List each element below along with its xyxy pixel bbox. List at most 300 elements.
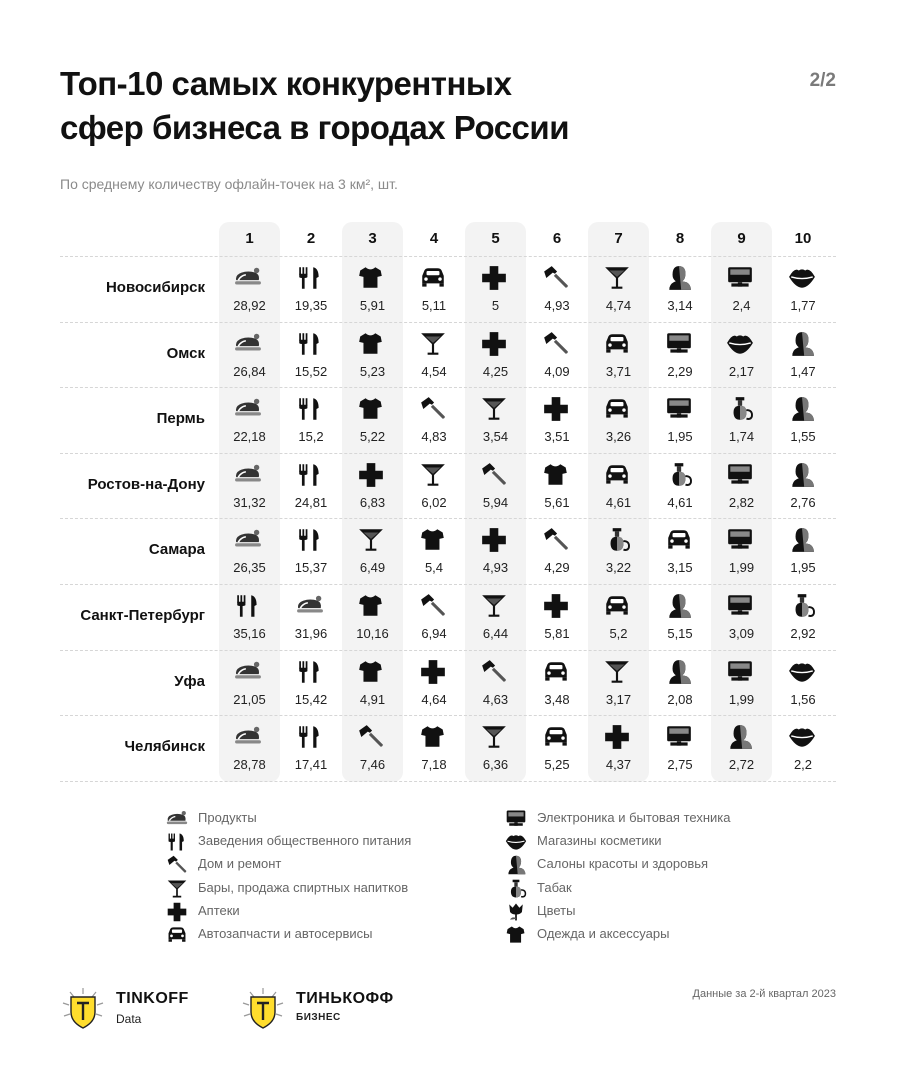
cell-icon xyxy=(357,526,385,559)
cell-icon xyxy=(788,264,816,297)
table-cell xyxy=(404,715,465,781)
cell-value: 6,02 xyxy=(421,494,447,510)
cell-value: 3,54 xyxy=(482,429,509,445)
table-cell xyxy=(650,387,711,453)
table-cell xyxy=(404,322,465,388)
cell-value: 2,08 xyxy=(667,691,693,707)
cell-value: 5,25 xyxy=(544,757,570,773)
table-cell xyxy=(404,256,465,322)
cell-icon xyxy=(726,264,754,297)
food-icon xyxy=(234,330,262,358)
auto-icon xyxy=(542,658,570,686)
table-cell xyxy=(404,453,465,519)
legend-label: Электроника и бытовая техника xyxy=(537,810,731,825)
home-icon xyxy=(542,330,570,358)
legend-label: Салоны красоты и здоровья xyxy=(537,856,709,872)
pharmacy-icon xyxy=(603,723,631,751)
legend-label: Автозапчасти и автосервисы xyxy=(198,926,373,941)
food-icon xyxy=(234,395,262,423)
clothes-icon xyxy=(357,658,385,686)
catering-icon xyxy=(296,264,324,292)
table-cell xyxy=(650,322,711,388)
bar-icon xyxy=(603,264,631,292)
column-rank-3: 3 xyxy=(368,230,377,247)
table-cell xyxy=(773,453,834,519)
cell-value: 2,92 xyxy=(790,626,816,641)
cell-icon xyxy=(480,264,508,297)
cell-icon xyxy=(296,723,324,756)
cell-icon xyxy=(357,592,385,625)
bar-icon xyxy=(480,395,508,423)
table-cell xyxy=(281,518,342,584)
cell-value: 2,4 xyxy=(732,298,751,313)
table-cell xyxy=(711,715,772,781)
cell-value: 15,52 xyxy=(294,363,328,379)
cosmetics-icon xyxy=(788,658,816,686)
table-cell xyxy=(527,650,588,716)
pharmacy-icon xyxy=(542,592,570,620)
ranking-table xyxy=(60,222,836,782)
page-subtitle: По среднему количеству офлайн-точек на 3 км², шт. xyxy=(60,176,398,192)
table-cell xyxy=(219,584,280,650)
catering-icon xyxy=(296,330,324,358)
food-icon xyxy=(234,658,262,686)
catering-icon xyxy=(166,831,188,853)
page-title xyxy=(60,62,760,150)
cell-value: 2,72 xyxy=(728,757,755,773)
table-cell xyxy=(527,256,588,322)
cell-value: 4,09 xyxy=(544,363,570,379)
city-label: Челябинск xyxy=(124,738,205,756)
beauty-icon xyxy=(665,264,693,292)
cell-icon xyxy=(665,395,693,428)
cell-icon xyxy=(665,526,693,559)
cell-icon xyxy=(788,723,816,756)
auto-icon xyxy=(603,461,631,489)
cell-value: 5,91 xyxy=(359,298,386,313)
cell-icon xyxy=(480,395,508,428)
tobacco-icon xyxy=(726,395,754,423)
cell-icon xyxy=(665,330,693,363)
cell-icon xyxy=(665,264,693,297)
table-cell xyxy=(404,650,465,716)
table-cell xyxy=(588,650,649,716)
table-cell xyxy=(342,715,403,781)
logo-sub: Data xyxy=(116,1012,142,1026)
cell-icon xyxy=(234,526,262,559)
cell-icon xyxy=(296,395,324,428)
pharmacy-icon xyxy=(166,901,188,923)
table-cell xyxy=(588,322,649,388)
clothes-icon xyxy=(357,592,385,620)
food-icon xyxy=(234,526,262,554)
home-icon xyxy=(480,658,508,686)
cell-value: 4,61 xyxy=(605,494,632,510)
table-cell xyxy=(281,453,342,519)
legend-label: Одежда и аксессуары xyxy=(537,926,670,941)
auto-icon xyxy=(542,723,570,751)
city-label: Омск xyxy=(166,344,205,362)
table-cell xyxy=(219,453,280,519)
cosmetics-icon xyxy=(788,723,816,751)
table-cell xyxy=(465,715,526,781)
cell-value: 5,23 xyxy=(359,363,386,379)
cell-value: 5,2 xyxy=(609,626,628,641)
cell-value: 35,16 xyxy=(233,626,266,641)
column-rank-5: 5 xyxy=(491,230,500,247)
logo-sub: БИЗНЕС xyxy=(296,1012,341,1023)
cell-icon xyxy=(357,461,385,494)
table-cell xyxy=(711,518,772,584)
cell-icon xyxy=(603,658,631,691)
cell-value: 1,95 xyxy=(667,429,693,445)
logo-name: TINKOFF xyxy=(116,990,189,1007)
table-cell xyxy=(342,256,403,322)
catering-icon xyxy=(296,526,324,554)
bar-icon xyxy=(480,723,508,751)
legend-label: Бары, продажа спиртных напитков xyxy=(198,879,409,895)
table-cell xyxy=(527,453,588,519)
cell-icon xyxy=(234,658,262,691)
electronics-icon xyxy=(505,808,527,830)
cell-icon xyxy=(234,330,262,363)
table-cell xyxy=(219,518,280,584)
cell-icon xyxy=(726,461,754,494)
cell-value: 1,55 xyxy=(790,429,816,445)
tobacco-icon xyxy=(505,878,527,900)
table-cell xyxy=(588,453,649,519)
bar-icon xyxy=(166,878,188,900)
table-cell xyxy=(588,584,649,650)
cell-icon xyxy=(542,461,570,494)
tinkoff-shield-icon xyxy=(60,986,106,1035)
bar-icon xyxy=(480,592,508,620)
cell-icon xyxy=(357,723,385,756)
city-label: Санкт-Петербург xyxy=(80,607,205,624)
pharmacy-icon xyxy=(357,461,385,489)
table-cell xyxy=(281,715,342,781)
table-cell xyxy=(527,584,588,650)
cell-icon xyxy=(788,461,816,494)
table-cell xyxy=(527,715,588,781)
cell-icon xyxy=(542,264,570,297)
cell-value: 5,81 xyxy=(544,626,570,641)
column-rank-10: 10 xyxy=(794,230,812,247)
cell-icon xyxy=(542,723,570,756)
electronics-icon xyxy=(726,592,754,620)
cell-value: 7,18 xyxy=(421,757,447,773)
beauty-icon xyxy=(665,658,693,686)
cell-value: 6,83 xyxy=(359,494,386,510)
cell-icon xyxy=(726,592,754,625)
cell-icon xyxy=(357,658,385,691)
cell-icon xyxy=(480,526,508,559)
cell-icon xyxy=(603,395,631,428)
table-cell xyxy=(711,387,772,453)
column-rank-1: 1 xyxy=(245,230,254,247)
legend-label: Табак xyxy=(537,879,572,895)
table-cell xyxy=(465,256,526,322)
table-cell xyxy=(588,518,649,584)
cell-value: 2,76 xyxy=(790,494,816,510)
cell-icon xyxy=(603,723,631,756)
home-icon xyxy=(419,592,447,620)
table-cell xyxy=(527,387,588,453)
cell-value: 4,64 xyxy=(421,691,447,707)
flowers-icon xyxy=(505,901,527,923)
table-cell xyxy=(773,256,834,322)
cell-icon xyxy=(234,461,262,494)
cell-icon xyxy=(603,461,631,494)
city-label: Пермь xyxy=(156,410,205,428)
catering-icon xyxy=(296,658,324,686)
cell-value: 31,96 xyxy=(294,626,328,641)
legend-label: Цветы xyxy=(537,902,576,918)
table-cell xyxy=(650,453,711,519)
cell-value: 3,09 xyxy=(728,626,755,641)
cell-value: 22,18 xyxy=(233,429,266,445)
table-cell xyxy=(465,322,526,388)
cell-value: 10,16 xyxy=(356,626,389,641)
legend-label: Магазины косметики xyxy=(537,833,662,849)
tinkoff-shield-icon xyxy=(240,986,286,1035)
table-cell xyxy=(465,453,526,519)
table-cell xyxy=(527,518,588,584)
cell-icon xyxy=(419,461,447,494)
home-icon xyxy=(419,395,447,423)
row-separator xyxy=(60,781,836,782)
cell-value: 4,74 xyxy=(605,298,632,313)
cell-icon xyxy=(419,526,447,559)
table-cell xyxy=(342,453,403,519)
city-label: Уфа xyxy=(174,672,205,690)
cell-icon xyxy=(665,461,693,494)
cell-icon xyxy=(480,658,508,691)
table-cell xyxy=(773,584,834,650)
table-cell xyxy=(342,518,403,584)
table-cell xyxy=(342,322,403,388)
table-cell xyxy=(773,518,834,584)
table-cell xyxy=(711,584,772,650)
table-cell xyxy=(404,518,465,584)
cell-icon xyxy=(234,395,262,428)
cell-value: 5,4 xyxy=(424,560,444,576)
bar-icon xyxy=(603,658,631,686)
cell-icon xyxy=(357,264,385,297)
column-rank-8: 8 xyxy=(675,230,685,247)
table-cell xyxy=(281,650,342,716)
cell-value: 6,49 xyxy=(359,560,386,576)
cell-value: 6,44 xyxy=(482,626,509,641)
table-cell xyxy=(588,387,649,453)
column-rank-7: 7 xyxy=(614,230,623,247)
table-cell xyxy=(773,650,834,716)
cell-icon xyxy=(234,592,262,625)
cell-icon xyxy=(788,658,816,691)
clothes-icon xyxy=(357,330,385,358)
cell-value: 15,42 xyxy=(294,691,328,707)
cell-value: 17,41 xyxy=(294,757,328,773)
cell-value: 1,95 xyxy=(790,560,816,576)
cell-value: 6,36 xyxy=(482,757,509,773)
cell-value: 5,11 xyxy=(421,298,447,313)
beauty-icon xyxy=(788,526,816,554)
legend-label: Дом и ремонт xyxy=(198,856,282,872)
table-cell xyxy=(650,650,711,716)
table-cell xyxy=(773,322,834,388)
auto-icon xyxy=(603,395,631,423)
auto-icon xyxy=(603,592,631,620)
cell-icon xyxy=(665,658,693,691)
cell-value: 1,99 xyxy=(728,560,755,576)
home-icon xyxy=(166,854,188,876)
cell-value: 28,92 xyxy=(233,298,266,313)
legend-icon xyxy=(505,924,527,951)
column-rank-9: 9 xyxy=(737,230,746,247)
home-icon xyxy=(480,461,508,489)
catering-icon xyxy=(296,723,324,751)
cell-value: 2,2 xyxy=(793,757,813,773)
food-icon xyxy=(166,808,188,830)
cell-value: 15,2 xyxy=(298,429,324,445)
electronics-icon xyxy=(665,723,693,751)
tobacco-icon xyxy=(788,592,816,620)
tobacco-icon xyxy=(603,526,631,554)
cell-value: 1,74 xyxy=(728,429,755,445)
table-cell xyxy=(219,387,280,453)
cell-value: 3,14 xyxy=(667,298,693,313)
cell-value: 3,26 xyxy=(605,429,632,445)
cell-icon xyxy=(419,264,447,297)
cell-value: 2,82 xyxy=(728,494,755,510)
table-cell xyxy=(281,584,342,650)
table-cell xyxy=(773,715,834,781)
bar-icon xyxy=(419,330,447,358)
table-cell xyxy=(342,650,403,716)
catering-icon xyxy=(296,461,324,489)
cell-icon xyxy=(726,395,754,428)
catering-icon xyxy=(296,395,324,423)
city-label: Ростов-на-Дону xyxy=(87,475,205,493)
cell-value: 21,05 xyxy=(233,691,266,707)
table-cell xyxy=(711,453,772,519)
page-indicator: 2/2 xyxy=(809,70,836,91)
cell-icon xyxy=(419,395,447,428)
cell-icon xyxy=(357,330,385,363)
cell-icon xyxy=(480,461,508,494)
cell-icon xyxy=(726,526,754,559)
table-cell xyxy=(465,584,526,650)
table-cell xyxy=(404,584,465,650)
auto-icon xyxy=(603,330,631,358)
beauty-icon xyxy=(788,461,816,489)
electronics-icon xyxy=(726,461,754,489)
cell-value: 4,91 xyxy=(359,691,386,707)
table-cell xyxy=(650,518,711,584)
cell-icon xyxy=(296,592,324,625)
cell-value: 4,37 xyxy=(605,757,632,773)
clothes-icon xyxy=(419,526,447,554)
cell-value: 24,81 xyxy=(294,494,328,510)
table-cell xyxy=(281,387,342,453)
cell-icon xyxy=(296,658,324,691)
cell-icon xyxy=(480,723,508,756)
legend-label: Аптеки xyxy=(198,902,240,918)
table-cell xyxy=(588,715,649,781)
table-cell xyxy=(281,322,342,388)
legend-label: Продукты xyxy=(198,810,257,825)
column-rank-4: 4 xyxy=(429,230,439,247)
cell-value: 3,22 xyxy=(605,560,632,576)
cell-value: 7,46 xyxy=(359,757,386,773)
cell-icon xyxy=(296,330,324,363)
cell-value: 28,78 xyxy=(233,757,266,773)
cell-icon xyxy=(419,330,447,363)
table-cell xyxy=(219,715,280,781)
table-cell xyxy=(650,584,711,650)
cell-value: 5,94 xyxy=(482,494,509,510)
logo-name: ТИНЬКОФФ xyxy=(296,990,394,1007)
cell-value: 31,32 xyxy=(233,494,266,510)
pharmacy-icon xyxy=(542,395,570,423)
tinkoff-business-logo xyxy=(240,986,440,1030)
cell-icon xyxy=(603,592,631,625)
auto-icon xyxy=(419,264,447,292)
cell-icon xyxy=(726,658,754,691)
home-icon xyxy=(542,264,570,292)
cell-value: 26,35 xyxy=(233,560,266,576)
cell-icon xyxy=(480,330,508,363)
clothes-icon xyxy=(357,264,385,292)
cell-value: 5 xyxy=(491,298,500,313)
cosmetics-icon xyxy=(505,831,527,853)
cell-icon xyxy=(296,461,324,494)
cell-value: 2,75 xyxy=(667,757,693,773)
cell-icon xyxy=(603,526,631,559)
beauty-icon xyxy=(505,854,527,876)
cell-icon xyxy=(788,330,816,363)
cell-icon xyxy=(296,526,324,559)
food-icon xyxy=(234,461,262,489)
table-cell xyxy=(588,256,649,322)
electronics-icon xyxy=(665,395,693,423)
cell-value: 3,15 xyxy=(667,560,693,576)
cell-value: 26,84 xyxy=(233,363,266,379)
table-cell xyxy=(219,322,280,388)
clothes-icon xyxy=(357,395,385,423)
electronics-icon xyxy=(726,526,754,554)
column-rank-6: 6 xyxy=(552,230,562,247)
cell-icon xyxy=(603,330,631,363)
cell-value: 2,29 xyxy=(667,363,693,379)
tinkoff-data-logo xyxy=(60,986,220,1030)
cell-value: 4,29 xyxy=(544,560,570,576)
city-label: Самара xyxy=(148,541,205,559)
cell-value: 5,61 xyxy=(544,494,570,510)
cell-icon xyxy=(665,592,693,625)
cell-value: 2,17 xyxy=(728,363,755,379)
bar-icon xyxy=(357,526,385,554)
table-cell xyxy=(650,256,711,322)
title-line-1: Топ-10 самых конкурентных xyxy=(60,65,512,102)
cell-icon xyxy=(419,723,447,756)
table-cell xyxy=(342,584,403,650)
table-cell xyxy=(465,650,526,716)
electronics-icon xyxy=(726,658,754,686)
cell-icon xyxy=(788,526,816,559)
table-cell xyxy=(773,387,834,453)
cosmetics-icon xyxy=(788,264,816,292)
